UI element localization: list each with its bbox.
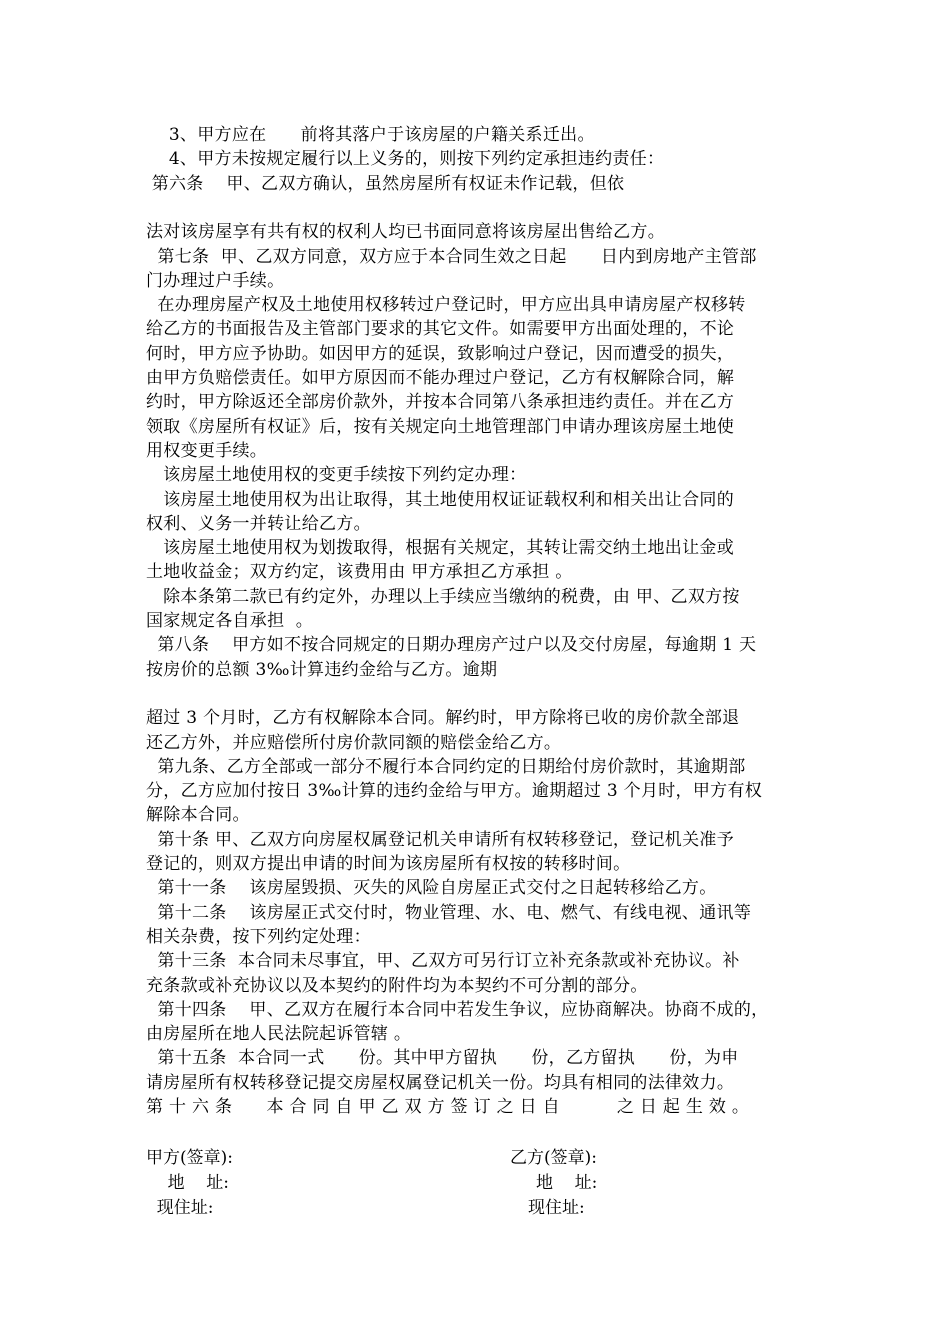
document-line: 解除本合同。 (146, 805, 250, 826)
document-line: 在办理房屋产权及土地使用权移转过户登记时，甲方应出具申请房屋产权移转 (146, 295, 746, 316)
document-line: 第十一条 该房屋毁损、灭失的风险自房屋正式交付之日起转移给乙方。 (146, 878, 717, 899)
document-line: 该房屋土地使用权为出让取得，其土地使用权证证载权利和相关出让合同的 (146, 489, 735, 510)
document-line: 第六条 甲、乙双方确认，虽然房屋所有权证未作记载，但依 (146, 173, 625, 194)
party-a-sign-label: 甲方(签章): (146, 1148, 233, 1168)
document-line: 该房屋土地使用权的变更手续按下列约定办理： (146, 465, 527, 486)
document-line: 由甲方负赔偿责任。如甲方原因而不能办理过户登记，乙方有权解除合同，解 (146, 368, 735, 388)
document-line: 还乙方外，并应赔偿所付房价款同额的赔偿金给乙方。 (146, 732, 562, 753)
document-line: 第八条 甲方如不按合同规定的日期办理房产过户以及交付房屋，每逾期 1 天 (146, 635, 757, 656)
document-line: 第十五条 本合同一式 份。其中甲方留执 份，乙方留执 份，为申 (146, 1048, 739, 1069)
document-line: 分，乙方应加付按日 3‰计算的违约金给与甲方。逾期超过 3 个月时，甲方有权 (146, 781, 763, 802)
document-line: 国家规定各自承担 。 (146, 611, 314, 631)
party-a-current-address-label: 现住址: (146, 1198, 214, 1218)
party-b-sign-label: 乙方(签章): (510, 1148, 597, 1168)
document-line: 第十条 甲、乙双方向房屋权属登记机关申请所有权转移登记，登记机关准予 (146, 829, 735, 850)
document-line: 超过 3 个月时，乙方有权解除本合同。解约时，甲方除将已收的房价款全部退 (146, 708, 740, 729)
document-line: 门办理过户手续。 (146, 270, 285, 291)
document-line: 由房屋所在地人民法院起诉管辖 。 (146, 1024, 412, 1045)
document-line: 相关杂费，按下列约定处理： (146, 926, 371, 947)
document-line: 充条款或补充协议以及本契约的附件均为本契约不可分割的部分。 (146, 975, 648, 996)
document-line: 领取《房屋所有权证》后，按有关规定向土地管理部门申请办理该房屋土地使 (146, 416, 735, 437)
document-line: 第十四条 甲、乙双方在履行本合同中若发生争议，应协商解决。协商不成的， (146, 999, 769, 1020)
document-line: 4、甲方未按规定履行以上义务的，则按下列约定承担违约责任： (146, 149, 665, 170)
document-line: 约时，甲方除返还全部房价款外，并按本合同第八条承担违约责任。并在乙方 (146, 392, 735, 413)
document-line: 第十三条 本合同未尽事宜，甲、乙双方可另行订立补充条款或补充协议。补 (146, 951, 740, 972)
document-line: 第 十 六 条 本 合 同 自 甲 乙 双 方 签 订 之 日 自 之 日 起 生 效 。 (146, 1097, 750, 1117)
document-line: 用权变更手续。 (146, 440, 268, 461)
document-line: 第七条 甲、乙双方同意，双方应于本合同生效之日起 日内到房地产主管部 (146, 246, 757, 267)
document-line: 何时，甲方应予协助。如因甲方的延误，致影响过户登记，因而遭受的损失， (146, 343, 735, 364)
document-line: 按房价的总额 3‰计算违约金给与乙方。逾期 (146, 659, 498, 680)
document-line: 给乙方的书面报告及主管部门要求的其它文件。如需要甲方出面处理的，不论 (146, 319, 735, 340)
document-line: 请房屋所有权转移登记提交房屋权属登记机关一份。均具有相同的法律效力。 (146, 1072, 735, 1093)
party-a-address-label: 地 址: (146, 1173, 229, 1193)
document-line: 法对该房屋享有共有权的权利人均已书面同意将该房屋出售给乙方。 (146, 222, 665, 243)
document-line: 土地收益金；双方约定，该费用由 甲方承担乙方承担 。 (146, 562, 573, 583)
document-line: 除本条第二款已有约定外，办理以上手续应当缴纳的税费，由 甲、乙双方按 (146, 586, 740, 607)
document-line: 第十二条 该房屋正式交付时，物业管理、水、电、燃气、有线电视、通讯等 (146, 902, 752, 923)
document-line: 该房屋土地使用权为划拨取得，根据有关规定，其转让需交纳土地出让金或 (146, 538, 735, 559)
document-line: 权利、义务一并转让给乙方。 (146, 513, 371, 534)
document-line: 第九条、乙方全部或一部分不履行本合同约定的日期给付房价款时，其逾期部 (146, 756, 746, 777)
document-line: 3、甲方应在 前将其落户于该房屋的户籍关系迁出。 (146, 125, 595, 145)
document-line: 登记的，则双方提出申请的时间为该房屋所有权按的转移时间。 (146, 854, 631, 874)
party-b-current-address-label: 现住址: (528, 1198, 585, 1218)
party-b-address-label: 地 址: (536, 1173, 598, 1193)
